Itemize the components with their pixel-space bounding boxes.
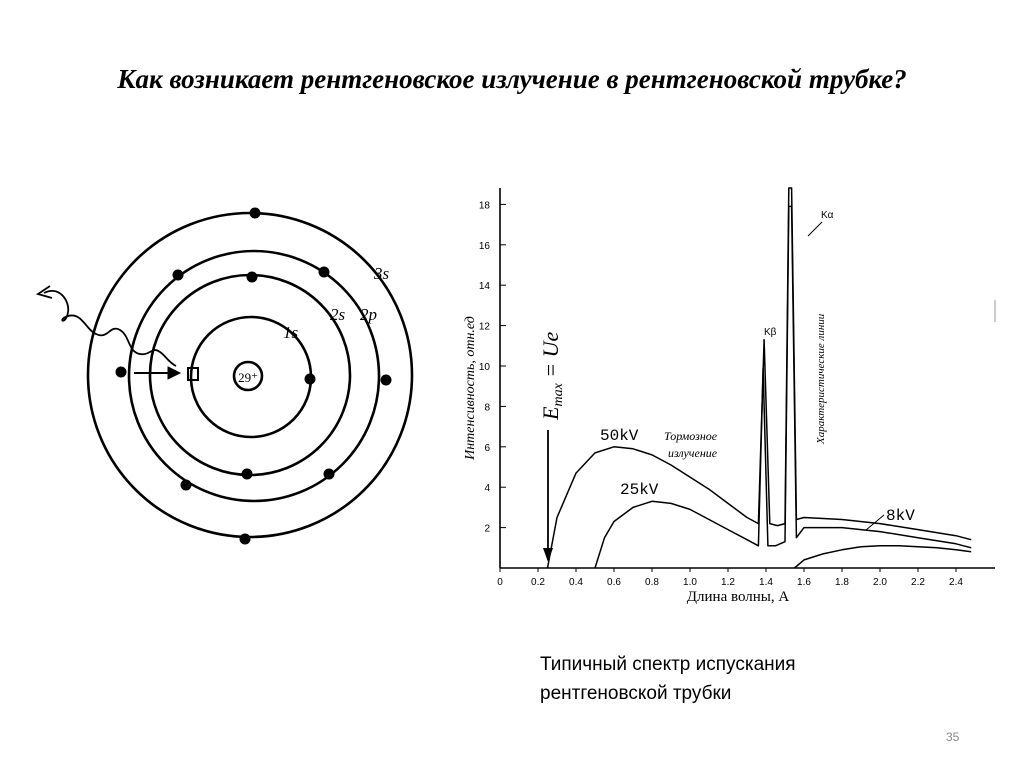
bremsstrahlung-label-1: Тормозное [664, 429, 718, 443]
electron [319, 267, 330, 278]
electron [247, 272, 258, 283]
shell-label-2s: 2s [330, 305, 346, 324]
emax-label: Emax = Ue [538, 331, 566, 420]
electron [250, 208, 261, 219]
y-tick-label: 12 [478, 321, 490, 333]
x-axis-label: Длина волны, A [686, 589, 790, 605]
y-axis-label: Интенсивность, отн.ед [463, 316, 478, 460]
series-label-50kv: 50kV [600, 427, 639, 445]
y-tick-label: 18 [478, 200, 490, 212]
electron [381, 375, 392, 386]
shell-label-2p: 2p [360, 305, 377, 324]
x-tick-label: 1.6 [797, 577, 811, 588]
y-tick-label: 2 [484, 523, 490, 535]
x-tick-label: 0.6 [607, 577, 621, 588]
x-tick-label: 1.2 [721, 577, 735, 588]
y-tick-label: 8 [484, 402, 490, 414]
emax-arrowhead [543, 548, 553, 562]
series-label-25kv: 25kV [620, 481, 659, 499]
atom-diagram [38, 213, 412, 537]
x-tick-label: 0.2 [531, 577, 545, 588]
bremsstrahlung-label-2: излучение [668, 446, 718, 460]
ejection-arrowhead [168, 367, 180, 379]
electron [173, 270, 184, 281]
series-line-8kv [795, 546, 972, 568]
x-tick-label: 2.4 [949, 577, 963, 588]
x-tick-label: 0.8 [645, 577, 659, 588]
caption-line-1: Типичный спектр испускания [540, 654, 796, 675]
vacancy-square [188, 368, 198, 380]
nucleus-label: 29⁺ [238, 370, 258, 385]
k-alpha-label: Kα [821, 210, 834, 221]
y-tick-label: 16 [478, 240, 490, 252]
photon-wave [44, 291, 176, 366]
x-tick-label: 2.0 [873, 577, 887, 588]
slide-title: Как возникает рентгеновское излучение в рентгеновской трубке? [117, 64, 907, 94]
series-label-8kv: 8kV [886, 507, 915, 525]
shell-label-3s: 3s [374, 264, 390, 283]
x-axis [497, 568, 995, 588]
k-beta-label: Kβ [764, 327, 777, 338]
caption-line-2: рентгеновской трубки [540, 683, 732, 704]
x-tick-label: 0.4 [569, 577, 583, 588]
y-tick-label: 10 [478, 362, 490, 373]
x-tick-label: 1.8 [835, 577, 849, 588]
x-tick-label: 1.0 [683, 577, 697, 588]
y-tick-label: 14 [478, 281, 490, 293]
k-alpha-leader [808, 222, 822, 236]
figure-caption [540, 650, 796, 708]
y-axis [479, 188, 506, 568]
x-tick-label: 0 [497, 577, 503, 588]
characteristic-lines-label: Характеристические линии [815, 313, 827, 444]
shell-label-1s: 1s [283, 323, 299, 342]
spectrum-chart [463, 188, 995, 605]
y-tick-label: 6 [484, 442, 490, 454]
electron [305, 374, 316, 385]
electron [324, 469, 335, 480]
page-number: 35 [946, 730, 960, 744]
electron [116, 367, 127, 378]
electron [242, 469, 253, 480]
electron [240, 534, 251, 545]
y-tick-label: 4 [484, 483, 490, 495]
electron [181, 480, 192, 491]
x-tick-label: 1.4 [759, 577, 773, 588]
x-tick-label: 2.2 [911, 577, 925, 588]
